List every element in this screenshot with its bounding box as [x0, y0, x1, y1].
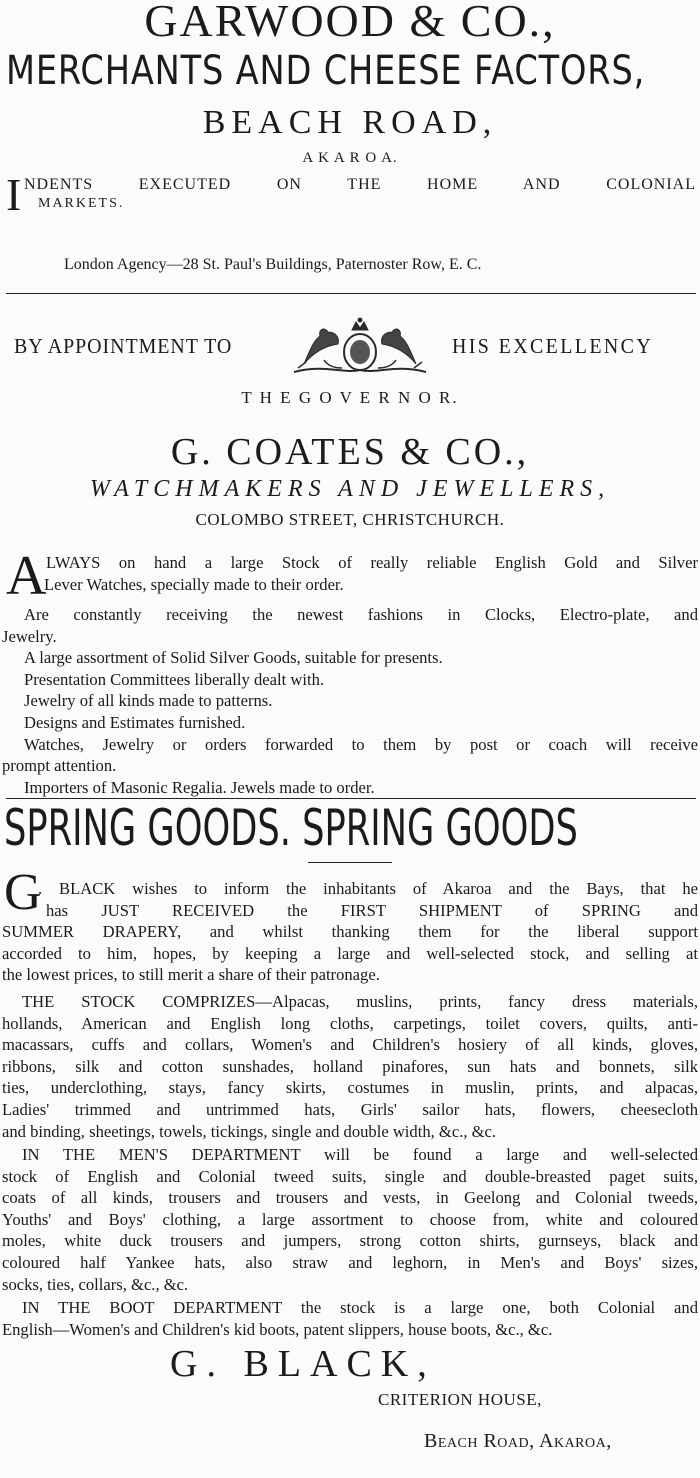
- coates-name: G. COATES & CO.,: [170, 431, 530, 473]
- black-intro: [2, 878, 698, 986]
- garwood-indents-line2: MARKETS.: [38, 196, 125, 211]
- mens-line: Youths' and Boys' clothing, a large assortment to choose from, white and coloured: [2, 1209, 698, 1229]
- intro-line: . BLACK wishes to inform the inhabitants of Akaroa and the Bays, that he: [38, 879, 698, 898]
- mens-line: socks, ties, collars, &c., &c.: [2, 1274, 189, 1294]
- intro-line: has JUST RECEIVED the FIRST SHIPMENT of SPRING and: [46, 900, 698, 920]
- garwood-trade: MERCHANTS AND CHEESE FACTORS,: [6, 48, 646, 94]
- coates-item: Jewelry of all kinds made to patterns.: [24, 691, 273, 711]
- stock-line: macassars, cuffs and collars, Women's and Children's hosiery of all kinds, gloves,: [2, 1035, 698, 1055]
- coates-items: [2, 604, 698, 798]
- stock-line: ties, underclothing, stays, fancy skirts, costumes in muslin, prints, and alpacas,: [2, 1078, 698, 1098]
- garwood-indents-line1: NDENTS EXECUTED ON THE HOME AND COLONIAL: [24, 176, 696, 193]
- coates-item: Jewelry.: [2, 626, 57, 646]
- coates-dropcap: A: [6, 545, 47, 607]
- garwood-agency: London Agency—28 St. Paul's Buildings, Paternoster Row, E. C.: [64, 256, 482, 273]
- black-house: CRITERION HOUSE,: [378, 1390, 542, 1409]
- boots-line: English—Women's and Children's kid boots, patent slippers, house boots, &c., &c.: [2, 1319, 553, 1339]
- black-mens: [2, 1144, 698, 1295]
- mens-line: coloured half Yankee hats, also straw and leghorn, in Men's and Boys' sizes,: [2, 1252, 698, 1272]
- stock-line: and binding, sheetings, towels, tickings, single and double width, &c., &c.: [2, 1121, 497, 1141]
- stock-line: hollands, American and English long cloths, carpetings, toilet covers, quilts, anti-: [2, 1013, 698, 1033]
- coates-item: Watches, Jewelry or orders forwarded to them by post or coach will receive: [24, 734, 698, 754]
- appointment-right: HIS EXCELLENCY: [452, 334, 654, 358]
- coates-item: Are constantly receiving the newest fashions in Clocks, Electro-plate, and: [24, 605, 698, 624]
- coates-item: prompt attention.: [2, 756, 117, 776]
- coates-always-line2: Lever Watches, specially made to their order.: [44, 575, 344, 594]
- boots-line: IN THE BOOT DEPARTMENT the stock is a large one, both Colonial and: [22, 1298, 698, 1317]
- stock-line: Ladies' trimmed and untrimmed hats, Girls' sailor hats, flowers, cheesecloth: [2, 1099, 698, 1119]
- garwood-road: BEACH ROAD,: [202, 104, 498, 141]
- spring-goods-headline: SPRING GOODS. SPRING GOODS: [4, 799, 578, 857]
- intro-line: accorded to him, hopes, by keeping a large and well-selected stock, and selling at: [2, 943, 698, 963]
- garwood-town: A K A R O A.: [302, 150, 398, 166]
- headline-rule: [308, 862, 392, 863]
- black-stock: [2, 991, 698, 1142]
- mens-line: IN THE MEN'S DEPARTMENT will be found a large and well-selected: [22, 1145, 698, 1164]
- coates-address: COLOMBO STREET, CHRISTCHURCH.: [195, 510, 505, 529]
- coates-trade: WATCHMAKERS AND JEWELLERS,: [89, 476, 611, 502]
- intro-line: SUMMER DRAPERY, and whilst thanking them for the liberal support: [2, 922, 698, 942]
- mens-line: stock of English and Colonial tweed suits, single and double-breasted paget suits,: [2, 1166, 698, 1186]
- intro-line: the lowest prices, to still merit a share of their patronage.: [2, 965, 380, 985]
- stock-line: ribbons, silk and cotton sunshades, holland pinafores, sun hats and bonnets, silk: [2, 1056, 698, 1076]
- coates-item: Importers of Masonic Regalia. Jewels made to order.: [24, 777, 375, 797]
- mens-line: moles, white duck trousers and jumpers, strong cotton shirts, gurnseys, black and: [2, 1231, 698, 1251]
- mens-line: coats of all kinds, trousers and trousers and vests, in Geelong and Colonial tweeds,: [2, 1188, 698, 1208]
- garwood-indents-dropcap: I: [6, 169, 22, 220]
- coates-item: Designs and Estimates furnished.: [24, 712, 246, 732]
- stock-line: THE STOCK COMPRIZES—Alpacas, muslins, prints, fancy dress materials,: [22, 992, 698, 1011]
- black-address: Beach Road, Akaroa,: [424, 1430, 612, 1452]
- divider-1: [6, 293, 696, 294]
- royal-coat-of-arms-icon: [284, 314, 436, 376]
- coates-always-line1: LWAYS on hand a large Stock of really reliable English Gold and Silver: [46, 553, 698, 572]
- appointment-left: BY APPOINTMENT TO: [14, 334, 233, 358]
- black-dropcap: G: [4, 864, 42, 921]
- coates-item: A large assortment of Solid Silver Goods, suitable for presents.: [24, 648, 443, 668]
- garwood-name: GARWOOD & CO.,: [144, 0, 556, 46]
- the-governor: T H E G O V E R N O R.: [241, 388, 459, 407]
- coates-item: Presentation Committees liberally dealt with.: [24, 669, 325, 689]
- black-boots: [2, 1297, 698, 1340]
- black-signature: G. BLACK,: [170, 1343, 436, 1385]
